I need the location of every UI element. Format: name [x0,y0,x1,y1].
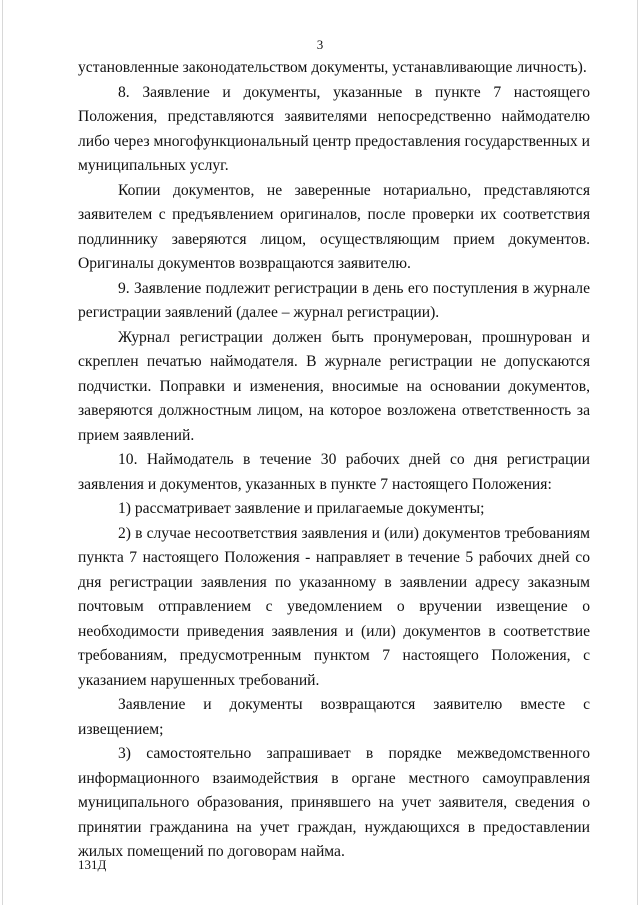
paragraph-item-3: 3) самостоятельно запрашивает в порядке межведомственного информационного взаимодействия в органе местного самоуправления муниципального образования, принявшего на учет заявителя, сведения о принятии гражданина на учет граждан, нуждающихся в предоставлении жилых помещений по договорам найма. [78,745,590,860]
scan-edge-left [2,0,3,905]
scan-edge-right [637,0,638,905]
footer-document-code: 131Д [78,857,107,872]
paragraph-item-2: 2) в случае несоответствия заявления и (или) документов требованиям пункта 7 настоящего Положения - направляет в течение 5 рабочих дней со дня регистрации заявления по указанному в заявлении адресу заказным почтовым отправлением с уведомлением о вручении извещение о необходимости приведения заявления и (или) документов в соответствие требованиям, предусмотренным пунктом 7 настоящего Положения, с указанием нарушенных требований. [78,524,590,689]
paragraph-identity-docs: установленные законодательством документы, устанавливающие личность). [78,59,587,76]
paragraph-journal: Журнал регистрации должен быть пронумерован, прошнурован и скреплен печатью наймодателя. В журнале регистрации не допускаются подчистки. Поправки и изменения, вносимые на основании документов, заверяются должностным лицом, на которое возложена ответственность за прием заявлений. [78,328,590,444]
paragraph-clause-8: 8. Заявление и документы, указанные в пункте 7 настоящего Положения, представляются заявителями непосредственно наймодателю либо через многофункциональный центр предоставления государственных и муниципальных услуг. [78,83,590,174]
paragraph-copies: Копии документов, не заверенные нотариально, представляются заявителем с предъявлением оригиналов, после проверки их соответствия подлиннику заверяются лицом, осуществляющим прием документов. Оригиналы документов возвращаются заявителю. [78,181,590,272]
document-body [78,56,590,865]
paragraph-clause-9: 9. Заявление подлежит регистрации в день его поступления в журнале регистрации заявлений (далее – журнал регистрации). [78,279,590,321]
page-number: 3 [316,37,324,52]
paragraph-return: Заявление и документы возвращаются заявителю вместе с извещением; [78,696,590,738]
paragraph-clause-10: 10. Наймодатель в течение 30 рабочих дней со дня регистрации заявления и документов, указанных в пункте 7 настоящего Положения: [78,451,590,493]
paragraph-item-1: 1) рассматривает заявление и прилагаемые документы; [118,500,485,517]
